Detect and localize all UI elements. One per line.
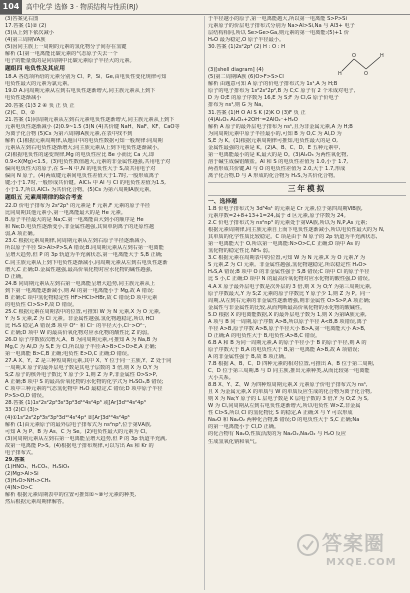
text-line: 一、选择题 xyxy=(208,198,237,205)
text-line: 元素序数=2+8+13+1=24,属于 d 区元素,原子序数为 24。 xyxy=(208,213,349,220)
left-column xyxy=(5,16,201,591)
text-line: 键;小于1.7时,一般形成共价键。AlCl₃ 中 Al 与 Cl 的电负性差值为1.5, xyxy=(5,180,166,187)
text-line: (5)第二周期ⅠA族 (6)O>F>S>Cl xyxy=(208,74,284,81)
text-line: 26.D 原子序数依次增大,A、B 为同周期元素,可推知 A 为 Na,B 为 xyxy=(5,337,158,344)
text-line: D 正确。 xyxy=(5,273,27,280)
text-line: 第一电离能 B>C,B 正确;电负性 E>D,C 正确;D 错误。 xyxy=(5,351,133,358)
text-line: C.同主族元素从上到下电负性逐渐减小,同周期元素从左到右电负性逐渐 xyxy=(5,259,168,266)
text-line: (4)N>O>C xyxy=(5,485,33,491)
text-line: 呈增大趋势,但 P 的 3p 轨道为半充满状态,第一电离能大于 S,B 正确; xyxy=(5,252,163,259)
text-line: 的化合物有 Na₂O,性质活泼的为 Na₂O₂,Na₂O₂ 与 H₂O 反应 xyxy=(208,431,347,438)
text-line: 元素从左到右电负性逐渐增大;同主族元素从上到下电负性逐渐减小。 xyxy=(5,144,163,151)
text-line: 20.答案 (1)3 2 ④ 负 正 负 正 xyxy=(5,102,75,109)
text-line: C 正确;D 项中 W 的最高价氧化物对应水化物的酸性比 Z 的弱。 xyxy=(5,329,153,336)
svg-text:O: O xyxy=(364,71,368,78)
text-line: 原子的电子排布为 1s²2s²2p²,B 为 C;C 原子有 2 个未成对电子, xyxy=(208,88,356,95)
text-line: C、D 位于第三周期,B 与 D 同主族,推出元素种类,从而比较第一电离能 xyxy=(208,368,370,375)
text-line: (4)Al₂O₃ Al₂O₃+2OH⁻=2AlO₂⁻+H₂O xyxy=(208,116,298,123)
text-line: A 正确;B 项中 S 的最高价氧化物的水化物的化学式为 H₂SO₄,B 错误; xyxy=(5,379,164,386)
text-line: 半径 A>B,原子序数 A>B,原子半径大小 B>A,第一电离能大小 A>B, xyxy=(208,325,366,332)
text-line: 大小关系。 xyxy=(208,375,234,382)
page-number: 104 xyxy=(0,0,22,14)
text-line: B.原子半径最大的是 Na;C.第一电离能由大到小的顺序是 He xyxy=(5,217,144,224)
text-line: S;Z 原子的核外电子数比 Y 原子少 1,则 Z 为 P,非金属性 O>S>P, xyxy=(5,372,158,379)
text-line: 弱,A 项正确。 xyxy=(5,231,38,238)
text-line: 28.答案 (1)1s²2s²2p⁶3s²3p⁶3d¹⁰4s²4p³ 或[Ar]3d¹⁰4s²4p³ xyxy=(5,400,146,407)
text-line: Y 为 S 元素,Z 为 Cl 元素。非金属性越强,氢化物越稳定,所以 HCl xyxy=(5,315,155,322)
molecule-structure-diagram xyxy=(336,51,392,77)
text-line: 原子序数大于 B,A 的电负性大于 B,第一电离能 A>B,故 A 项错误; xyxy=(208,346,360,353)
text-line: 第一电离能最小的是 K,最大的是 O。(3)Al₂O₃ 为两性氧化物, xyxy=(208,151,349,158)
text-line: 4.A X 原子最外层电子数是次外层的 3 倍,则 X 为 O;Y 为第三周期元素, xyxy=(208,283,372,290)
text-line: C 项中三种元素的气态氢化物中 H₂O 最稳定,C 错误;D 项中原子半径 xyxy=(5,386,163,393)
text-line: 根据元素周期律,同主族元素自上而下电负性逐渐减小,所以电负性最大的为 N, xyxy=(208,227,385,234)
watermark xyxy=(296,527,406,589)
text-line: 27.A X、Y、Z 是三种短周期元素,其中 X、Y 位于同一主族,Y、Z 处于同 xyxy=(5,358,172,365)
text-line: 两者形成共价键,Al 与 O 的电负性差值为 2.0,大于 1.7,形成 xyxy=(208,165,346,172)
text-line: 33 (2)Cl (3)> xyxy=(5,407,40,414)
text-line: 可知 A 为 P、B 为 As、C 为 Se。(2)电负性最大的元素为 Cl。 xyxy=(5,428,151,435)
text-line: 比 S 小,C 正确;D 项中 N 的最高价氧化物对应水化物的酸性强,D 错误。 xyxy=(208,276,374,283)
text-line: P>S>O,D 错误。 xyxy=(5,393,48,400)
text-line: (5)因同主族上一周期的元素的氢化物分子间存在氢键 xyxy=(5,44,127,51)
text-line: 氢化物的稳定性比 NH₃ 弱。 xyxy=(208,248,274,255)
text-line: 解析 (1)根据元素周期律,从题目中的电负性数据可知一般规律:同周期 xyxy=(5,137,163,144)
text-line: 解析 (1)第一电离能比碳元素的气态原子失去一个 xyxy=(5,51,118,58)
text-line: (2)根据电负性的递变规律,Mg 的电负性应比 Be 小而比 Ca 大,即 xyxy=(5,151,155,158)
text-line: 5.D 根据 X 的电离能数据,X 的最外层电子数为 1,则 X 为第ⅠA族元素, xyxy=(208,311,367,318)
text-line: (3)同周期元素从左到右第一电离能呈增大趋势,但 P 的 3p 轨道半充满, xyxy=(5,435,167,442)
text-line: (3)答案见右图 xyxy=(5,16,39,22)
text-line: 8.B X、Y、Z、W 为四种短周期元素,X 元素原子价电子排布式为 ns¹, xyxy=(208,382,368,389)
text-line: (1)HNO₃、H₂CO₃、H₂SiO₃ xyxy=(5,463,70,470)
text-line: 第一电离能大于 O,所以第一电离能:N>O>C,C 正确;D 项中 As 的 xyxy=(208,241,360,248)
text-line: 周期,从左到右元素的非金属性逐渐增强,则非金属性 O>S>P,A 项正确; xyxy=(208,297,371,304)
text-line: 偏向电负性大的原子,在 S—N 中,N 的电负性大于 S,故共用电子对 xyxy=(5,165,156,172)
text-line: 19.D A.同周期元素从左到右电负性逐渐增大,同主族元素从上到下 xyxy=(5,88,156,95)
text-line: 于半径越小的原子,第一电离能越大,所以第一电离能 S>P>Si xyxy=(208,16,347,22)
text-line: 解析 由题意可知 A 原子的价电子排布式为 1s¹,A 为 H;B xyxy=(208,81,338,88)
svg-text:H: H xyxy=(338,71,342,78)
text-line: 电负性逐渐减小 xyxy=(5,95,42,102)
column-divider xyxy=(204,16,205,590)
text-line: 1.B 价电子排布式为 3d⁵4s¹ 的元素是 Cr 元素,位于第四周期ⅥB族, xyxy=(208,205,363,212)
text-line: 溶于碱生成偏铝酸盐。Al 和 S 的电负性差值为 1.0,小于 1.7, xyxy=(208,158,349,165)
text-line: 则 X 为 Na;Y 原子的 L 层电子数是 K 层电子数的 3 倍,Y 为 O;Z 为 S, xyxy=(208,396,369,403)
text-line: 18.A 各选项所给的元素分别为 Cl、P、Si、Ge,由电负性变化规律可知 xyxy=(5,74,167,81)
text-line: W 为 Cl,同周期从左到右电负性逐渐增大,所以电负性 W>Z,非金属 xyxy=(208,403,361,410)
text-line: 和 Ne;D.电负性逐渐变小,非金属性越强,其简单阴离子的还原性越 xyxy=(5,224,155,231)
text-line: 金属性最强的元素是 K。(2)A、B、C、D、E 五种元素中, xyxy=(208,144,341,151)
text-line: 为同周期元素中原子半径最小的,可知 B 为 O,C 为 Al,D 为 xyxy=(208,130,342,137)
text-line: 偏向 N 原子。(4)两成键元素间电负性差值大于1.7时,一般形成离子 xyxy=(5,172,160,179)
text-line: 3.C 根据元素在周期表中的位置,可知 W 为 N 元素,X 为 O 元素,Y 为 xyxy=(208,255,366,262)
text-line: (4)①1s²2s²2p⁶3s²3p⁶3d¹⁰4s²4p⁴ ②[Ar]3d¹⁰4s²4p⁶ xyxy=(5,414,130,421)
text-line: 25.C 根据元素在周期表中的位置,可推知 W 为 N 元素,X 为 O 元素, xyxy=(5,308,161,315)
text-line: 故第一电离能 P>S。(4)根据电子排布规律,可以写出 As 和 Kr 的 xyxy=(5,442,154,449)
text-line: 元素原子的价层电子排布式分别为 Na>Al>Si,Na 与 Al3+ 电子 xyxy=(208,23,355,30)
text-line: 比 H₂S 稳定,A 错误;B 项中 O²⁻ 和 Cl⁻ 的半径大小,Cl⁻>O²⁻, xyxy=(5,322,147,329)
text-line: A 的非金属性强于 B,故 B 项正确。 xyxy=(208,353,290,360)
text-line: 生成氢氧化钠和氧气。 xyxy=(208,438,260,445)
text-line: H₂S,A 错误;B 项中 O 的非金属性强于 S,B 错误;C 项中 Cl 的原子半径 xyxy=(208,269,370,276)
text-line: 原子序数最大,Y 为 S;Z 元素的原子序数比 Y 原子少 1,则 Z 为 P。同一 xyxy=(208,290,371,297)
section-banner: 三年模拟 xyxy=(208,182,406,196)
text-line: 金属性与非金属性的比较,从而判断最高价氧化物的水化物的酸碱性。 xyxy=(208,304,366,311)
text-line: Mg,C 为 Al,D 为 S,E 为 Cl,所以原子半径:A>B>C>D>E,A 正确; xyxy=(5,344,157,351)
text-line: 0.9<X(Mg)<1.5。(3)电负性数值越大,元素的非金属性越强,共用电子对 xyxy=(5,158,171,165)
text-line: 的电负性 Cl>S>P,故 D 错误。 xyxy=(5,301,78,308)
text-line: 解析 (1)由元素原子的最外层电子排布式为 ns²np³,位于第ⅤA族, xyxy=(5,421,152,428)
text-line: H₂O 最为稳定,O 原子半径最小。 xyxy=(208,37,285,44)
text-line: 为离子化合物 (5)Cs 为第六周期ⅠA族元素,在表中找不到 xyxy=(5,130,133,137)
text-line: (2)C、D、② xyxy=(5,109,35,116)
text-line: 2.C 价电子排布式为 ns²np³ 的元素处于第ⅤA族,所以为 N,P,As 元素; xyxy=(208,220,368,227)
text-line: 电子的能量低的是同周期中比碳元素原子半径大的元素。 xyxy=(5,58,135,65)
text-line: (4)第三周期ⅤA族 xyxy=(5,37,46,44)
text-line: 电子排布式。 xyxy=(5,449,37,456)
text-line: 离子化合物,D 与 A 形成的化合物为 H₂S,为共价化合物。 xyxy=(208,172,339,179)
text-line: S,E 为 K。(1)根据元素周期律可推知,电负性最大的是 O, xyxy=(208,137,338,144)
text-line: (3)H₂O>NH₃>CH₄ xyxy=(5,477,51,484)
text-line: 23.C 根据元素周期律,同周期元素从左到右原子半径逐渐减小, xyxy=(5,238,147,245)
text-line: 6.B A 和 B 为同一周期元素,A 的原子半径小于 B 的原子半径,则 A 的 xyxy=(208,339,367,346)
text-line: (3)从上到下依次减小 xyxy=(5,30,54,37)
text-line: 一周期,X 原子的最外层电子数是其电子层数的 3 倍,则 X 为 O,Y 为 xyxy=(5,365,159,372)
text-line: 29.答案 xyxy=(5,456,25,463)
text-line: 增大,C 正确;D.金属性越强,最高价氧化物对应水化物的碱性越强, xyxy=(5,266,153,273)
text-line: (2)Mg>Al>Si xyxy=(5,470,39,477)
text-line: 所以原子半径 Si>Al>P>S,A 错误;B.同周期元素从左到右第一电离能 xyxy=(5,245,164,252)
svg-text:O: O xyxy=(352,53,356,60)
text-line: 22.D 价电子排布为 2s²2p⁵ 的元素是 F 元素,F 元素的原子半径 xyxy=(5,203,151,210)
text-line: D 为 O;E 的原子序数为 16,E 为 S;F 为 Cl,G 原子价电子 xyxy=(208,95,339,102)
right-column xyxy=(208,16,406,591)
text-line: S 元素,Z 为 Cl 元素。非金属性越强,氢化物越稳定,所以稳定性 H₂O> xyxy=(208,262,367,269)
text-line: 题组四 电负性及其应用 xyxy=(5,66,65,73)
watermark-en: MXQE.COM xyxy=(326,557,397,568)
text-line: 17.答案 (1)② (2) xyxy=(5,23,47,30)
text-line: 然后根据元素周期律解答。 xyxy=(5,499,68,506)
text-line: 7.B 根据 A、B、C、D 四种元素的相对位置,可推出 A、B 位于第二周期, xyxy=(208,361,375,368)
text-line: 31.答案 (1)H O Al S K (2)K O (3)F 负 正 xyxy=(208,109,306,116)
text-line: 性 Cl>S,所以 Cl 的氢化物比 S 的稳定,A 正确;X 与 Y 可以形成 xyxy=(208,410,353,417)
book-title: 高中化学 选修 3 · 物质结构与性质(RJ) xyxy=(26,3,139,11)
text-line: D 正确;A 的电负性大于 B,电负性:A>B,C 错误。 xyxy=(208,332,321,339)
text-line: 21.答案 (1)同周期元素从左到右元素电负性逐渐增大,同主族元素从上到下 xyxy=(5,116,175,123)
page-header xyxy=(0,0,410,15)
text-line: Na₂O 和 Na₂O₂ 两种化合物,B 错误;O 的电负性大于 S,C 正确;Na xyxy=(208,417,360,424)
text-line: 的第一电离能小于 Cl,D 正确。 xyxy=(208,424,280,431)
text-line: 解析 A 原子的最外层电子排布为 ns¹,且为非金属元素,A 为 H;B xyxy=(208,123,353,130)
text-line: 到下第一电离能逐渐减小,则 Al 的第一电离能小于 Mg,故 A 错误; xyxy=(5,287,154,294)
watermark-cn: 答案圈 xyxy=(322,531,385,555)
svg-text:H: H xyxy=(380,53,384,60)
text-line: A 项与 B 同一周期,原子序数 A>B,所以原子半径 A<B,B 项错误,离子 xyxy=(208,318,368,325)
text-line: 小于1.7,所以 AlCl₃ 为共价化合物。(5)Cs 为第六周期ⅠA族元素。 xyxy=(5,187,155,194)
text-line: B 正确;C 项中氢化物稳定性 HF>HCl>HBr,故 C 错误;D 项中元素 xyxy=(5,294,158,301)
text-line: (3)[shell diagram] (4) xyxy=(208,67,264,74)
text-line: 比同周期其他元素小,第一电离能最大的是 He 元素。 xyxy=(5,210,126,217)
text-line: 层结构相同,所以 Se>Ge>Ga,则元素的第一电离能:(5)+1 价 xyxy=(208,30,350,37)
text-line: 解析 根据元素周期表中的位置可推知①~⑩号元素的种类, xyxy=(5,492,137,499)
text-line: 24.B 同周期元素从左到右第一电离能呈增大趋势,同主族元素从上 xyxy=(5,280,155,287)
text-line: 元素电负性逐渐减小 (2)0.9~1.5 (3)N (4)共价键 NaH、NaF、KF、CaO等 xyxy=(5,123,180,130)
text-line: 其单质的化学性质比较稳定。C 项是由于 N 原子的 2p 轨道为半充满状态, xyxy=(208,234,378,241)
text-line: 题组五 元素周期律的综合考查 xyxy=(5,195,83,202)
text-line: 30.答案 (1)2s²2p³ (2) H : O : H xyxy=(208,44,285,51)
text-line: 且 X 为金属元素,X 的单质与 W 的单质反应生成的化合物为离子化合物, xyxy=(208,389,372,396)
watermark-logo-icon xyxy=(296,533,320,557)
text-line: 电负性最大的元素为氯元素。 xyxy=(5,81,73,88)
text-line: 排布为 ns¹,则 G 为 Na。 xyxy=(208,102,267,109)
